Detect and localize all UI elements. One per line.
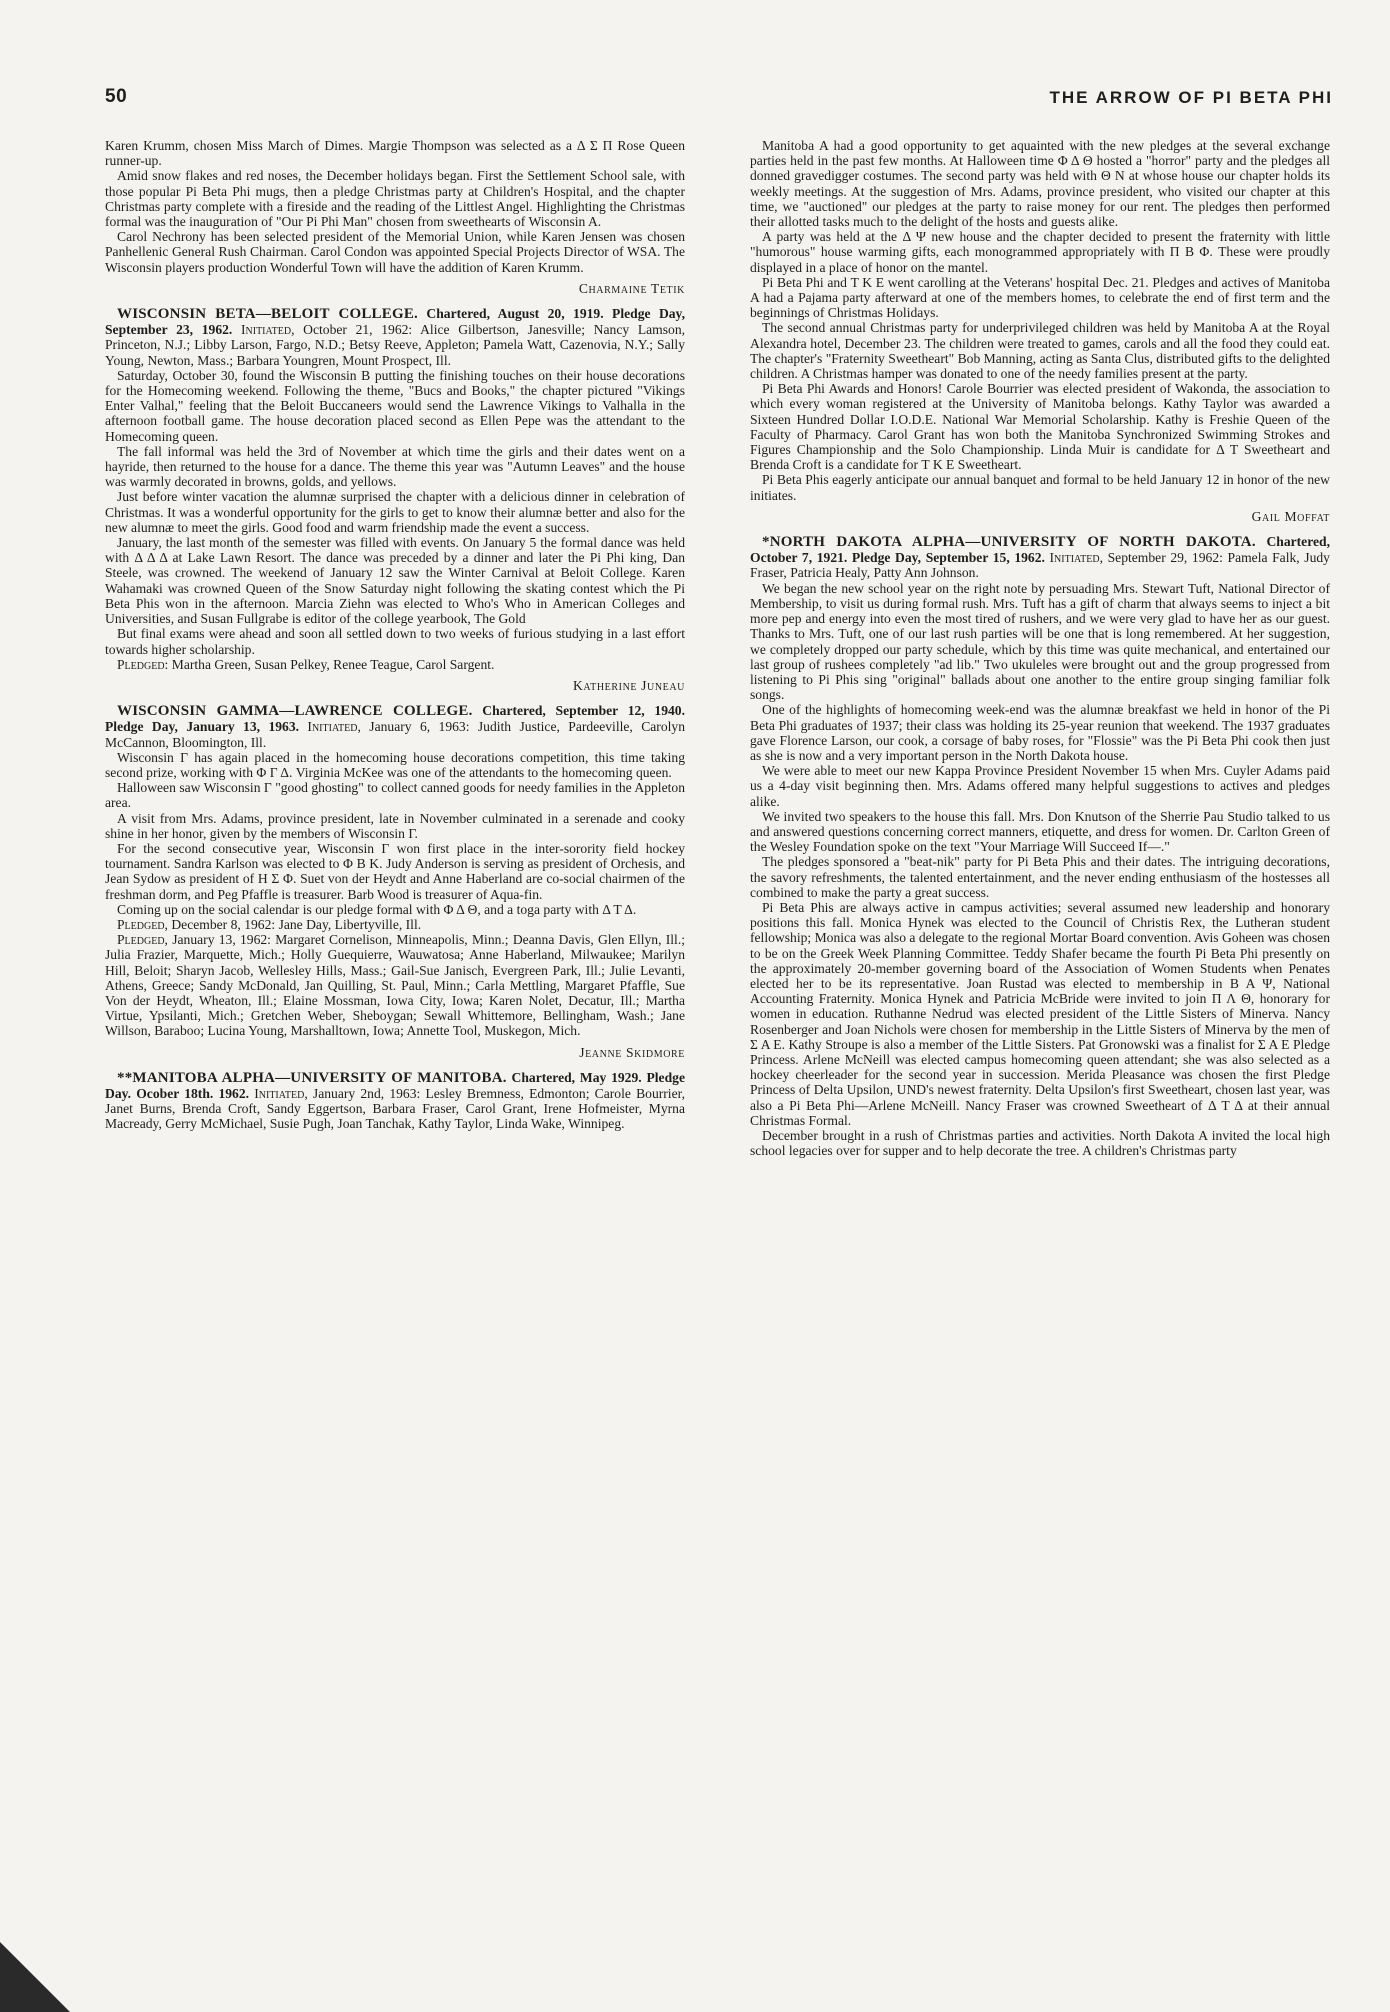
pledged-paragraph xyxy=(105,917,685,932)
initiated-label: Initiated, xyxy=(241,322,295,338)
paragraph: Karen Krumm, chosen Miss March of Dimes. Margie Thompson was selected as a Δ Σ Π Rose Queen runner-up. xyxy=(105,138,685,169)
chapter-heading xyxy=(105,703,685,750)
paragraph: One of the highlights of homecoming week-end was the alumnæ breakfast we held in honor of the Pi Beta Phi graduates of 1937; their class was holding its 25-year reunion that weekend. The 1937 graduates gave Florence Larson, our cook, a corsage of baby roses, for "Flossie" was the Pi Beta Phi cook then just as she is now and a very important person in the North Dakota house. xyxy=(750,702,1330,763)
running-title: THE ARROW OF PI BETA PHI xyxy=(1049,88,1333,107)
right-column xyxy=(750,138,1330,1968)
author-signature: Gail Moffat xyxy=(1251,508,1330,524)
chapter-name: WISCONSIN BETA—BELOIT COLLEGE. xyxy=(117,306,418,323)
paragraph: Amid snow flakes and red noses, the December holidays began. First the Settlement School sale, with those popular Pi Beta Phi mugs, then a pledge Christmas party at Children's Hospital, and the chapter Christmas party complete with a fireside and the reading of the Littlest Angel. Highlighting the Christmas formal was the inauguration of "Our Pi Phi Man" chosen from sweethearts of Wisconsin A. xyxy=(105,168,685,230)
pledged-list: December 8, 1962: Jane Day, Libertyville, Ill. xyxy=(171,916,422,932)
initiated-label: Initiated, xyxy=(307,719,361,735)
paragraph: Saturday, October 30, found the Wisconsin B putting the finishing touches on their house decorations for the Homecoming weekend. Following the theme, "Bucs and Books," the chapter pictured "Vikings Enter Valhal," feeling that the Beloit Buccaneers would send the Lawrence Vikings to Valhalla in the afternoon football game. The house decoration placed second as Ellen Pepe was the attendant to the Homecoming queen. xyxy=(105,367,685,444)
initiated-label: Initiated, xyxy=(254,1085,308,1101)
chapter-heading xyxy=(105,1070,685,1132)
charter-info: Chartered, October 7, 1921. Pledge Day, September 15, 1962. xyxy=(750,534,1330,566)
initiated-list: October 21, 1962: Alice Gilbertson, Janesville; Nancy Lamson, Princeton, N.J.; Libby Larson, Fargo, N.D.; Betsy Reeve, Appleton; Pamela Watt, Cazenovia, N.Y.; Sally Young, Newton, Mass.; Barbara Youngren, Mount Prospect, Ill. xyxy=(105,322,685,368)
initiated-list: September 29, 1962: Pamela Falk, Judy Fraser, Patricia Healy, Patty Ann Johnson. xyxy=(750,550,1330,581)
author-signature: Katherine Juneau xyxy=(573,677,685,693)
paragraph: The pledges sponsored a "beat-nik" party for Pi Beta Phis and their dates. The intriguing decorations, the savory refreshments, the talented entertainment, and the never ending enthusiasm of the hostesses all combined to make the party a great success. xyxy=(750,854,1330,900)
charter-info: Chartered, May 1929. Pledge Day. Ocober 18th. 1962. xyxy=(105,1069,685,1101)
manitoba-alpha-report xyxy=(105,1070,685,1132)
charter-info: Chartered, August 20, 1919. Pledge Day, September 23, 1962. xyxy=(105,306,685,338)
pledged-list: January 13, 1962: Margaret Cornelison, Minneapolis, Minn.; Deanna Davis, Glen Ellyn, Ill.; Julia Frazier, Marquette, Mich.; Holly Guequierre, Wauwatosa; Anne Haberland, Milwaukee; Marilyn Hill, Beloit; Sharyn Jacob, Wellesley Hills, Mass.; Gail-Sue Janisch, Evergreen Park, Ill.; Julie Levanti, Athens, Greece; Sandy McDonald, Jan Quilling, St. Paul, Minn.; Carla Mettling, Margaret Pfaffle, Sue Von der Heydt, Wheaton, Ill.; Elaine Mossman, Iowa City, Iowa; Karen Nolet, Decatur, Ill.; Martha Virtue, Ypsilanti, Mich.; Gretchen Weber, Sheboygan; Sewall Whittemore, Bellingham, Wash.; Jane Willson, Baraboo; Lucina Young, Marshalltown, Iowa; Annette Tool, Muskegon, Mich. xyxy=(105,932,685,1039)
page-corner-shadow xyxy=(0,1942,70,2012)
author-signature: Charmaine Tetik xyxy=(578,280,685,296)
wisconsin-alpha-report-end xyxy=(105,138,685,296)
paragraph: Wisconsin Γ has again placed in the homecoming house decorations competition, this time taking second prize, working with Φ Γ Δ. Virginia McKee was one of the attendants to the homecoming queen. xyxy=(105,749,685,780)
author-signature: Jeanne Skidmore xyxy=(579,1044,685,1060)
chapter-heading xyxy=(750,534,1330,581)
pledged-list: Martha Green, Susan Pelkey, Renee Teague, Carol Sargent. xyxy=(171,656,495,672)
paragraph: Halloween saw Wisconsin Γ "good ghosting" to collect canned goods for needy families in the Appleton area. xyxy=(105,780,685,811)
paragraph: The fall informal was held the 3rd of November at which time the girls and their dates went on a hayride, then returned to the house for a dance. The theme this year was "Autumn Leaves" and the house was warmly decorated in browns, golds, and yellows. xyxy=(105,443,685,490)
pledged-label: Pledged, xyxy=(117,932,168,948)
paragraph: The second annual Christmas party for underprivileged children was held by Manitoba A at the Royal Alexandra hotel, December 23. The children were treated to games, carols and all the food they could eat. The chapter's "Fraternity Sweetheart" Bob Manning, acting as Santa Clus, distributed gifts to the delighted children. A Christmas hamper was donated to one of the needy families present at the party. xyxy=(750,320,1330,382)
paragraph: We invited two speakers to the house this fall. Mrs. Don Knutson of the Sherrie Pau Studio talked to us and answered questions concerning correct manners, etiquette, and dress for women. Dr. Carlton Green of the Wesley Foundation spoke on the text "Your Marriage Will Succeed If—." xyxy=(750,808,1330,855)
pledged-label: Pledged, xyxy=(117,916,168,932)
paragraph: A visit from Mrs. Adams, province president, late in November culminated in a serenade and cooky shine in her honor, given by the members of Wisconsin Γ. xyxy=(105,810,685,841)
pledged-label: Pledged: xyxy=(117,656,169,672)
paragraph: Pi Beta Phi Awards and Honors! Carole Bourrier was elected president of Wakonda, the association to which every woman registered at the University of Manitoba belongs. Kathy Taylor was awarded a Sixteen Hundred Dollar I.O.D.E. National War Memorial Scholarship. Kathy is Freshie Queen of the Faculty of Pharmacy. Carol Grant has won both the Manitoba Synchronized Swimming Strokes and Figures Championship and the Solo Championship. Linda Muir is candidate for Δ Τ Sweetheart and Brenda Croft is a candidate for Τ Κ Ε Sweetheart. xyxy=(750,381,1330,473)
paragraph: Coming up on the social calendar is our pledge formal with Φ Δ Θ, and a toga party with Δ Τ Δ. xyxy=(117,901,637,917)
pledged-paragraph xyxy=(105,657,685,672)
left-column xyxy=(105,138,685,1968)
paragraph: A party was held at the Δ Ψ new house and the chapter decided to present the fraternity with little "humorous" house warming gifts, each monogrammed appropriately with Π Β Φ. These were proudly displayed in a place of honor on the mantel. xyxy=(750,229,1330,275)
paragraph: Pi Beta Phis are always active in campus activities; several assumed new leadership and honorary positions this fall. Monica Hynek was elected to the Council of Christis Rex, the Lutheran student fellowship; Monica was also a delegate to the regional Mortar Board convention. Avis Goheen was chosen to be on the Greek Week Planning Committee. Teddy Shafer became the fourth Pi Beta Phi presently on the approximately 20-member governing board of the Association of Women Students when Penates elected her to be its representative. Joan Rustad was elected to membership in Β Α Ψ, National Accounting Fraternity. Monica Hynek and Patricia McBride were invited to join Π Λ Θ, honorary for women in education. Ruthanne Nedrud was elected president of the Little Sisters of Minerva. Nancy Rosenberger and Joan Nichols were chosen for membership in the Little Sisters of Minerva by the men of Σ Α Ε. Kathy Stroupe is also a member of the Little Sisters. Pat Gronowski was a finalist for Σ Α Ε Pledge Princess. Arlene McNeill was elected campus homecoming queen attendant; she was also selected as a hockey cheerleader for the second year in succession. Merida Pleasance was chosen the first Pledge Princess of Delta Upsilon, UND's newest fraternity. Delta Upsilon's first Sweetheart, chosen last year, was also a Pi Beta Phi—Arlene McNeill. Nancy Fraser was crowned Sweetheart of Δ Τ Δ at their annual Christmas Formal. xyxy=(750,899,1330,1128)
paragraph: Pi Beta Phi and Τ Κ Ε went carolling at the Veterans' hospital Dec. 21. Pledges and actives of Manitoba A had a Pajama party afterward at one of the members homes, to celebrate the end of first term and the beginnings of Christmas Holidays. xyxy=(750,274,1330,321)
pledged-paragraph xyxy=(105,932,685,1038)
wisconsin-gamma-report xyxy=(105,703,685,1060)
chapter-heading xyxy=(105,306,685,368)
paragraph: For the second consecutive year, Wisconsin Γ won first place in the inter-sorority field hockey tournament. Sandra Karlson was elected to Φ Β Κ. Judy Anderson is serving as president of Orchesis, and Jean Sydow as president of Η Σ Φ. Suet von der Heydt and Anne Haberland are co-social chairmen of the freshman dorm, and Peg Pfaffle is treasurer. Barb Wood is treasurer of Aqua-fin. xyxy=(105,840,685,902)
paragraph: Pi Beta Phis eagerly anticipate our annual banquet and formal to be held January 12 in honor of the new initiates. xyxy=(750,472,1330,503)
wisconsin-beta-report xyxy=(105,306,685,693)
chapter-name: **MANITOBA ALPHA—UNIVERSITY OF MANITOBA. xyxy=(117,1069,507,1086)
initiated-label: Initiated, xyxy=(1049,550,1103,566)
manitoba-alpha-report-cont xyxy=(750,138,1330,524)
paragraph: But final exams were ahead and soon all settled down to two weeks of furious studying in a last effort towards higher scholarship. xyxy=(105,626,685,657)
paragraph: December brought in a rush of Christmas parties and activities. North Dakota A invited the local high school legacies over for supper and to help decorate the tree. A children's Christmas party xyxy=(750,1128,1330,1159)
paragraph: January, the last month of the semester was filled with events. On January 5 the formal dance was held with Δ Δ Δ at Lake Lawn Resort. The dance was preceded by a dinner and later the Pi Phi king, Dan Steele, was crowned. The weekend of January 12 saw the Winter Carnival at Beloit College. Karen Wahamaki was crowned Queen of the Snow Saturday night following the skating contest which the Pi Beta Phis won in the afternoon. Marcia Ziehn was elected to Who's Who in American Colleges and Universities, and Susan Fullgrabe is editor of the college yearbook, The Gold xyxy=(105,535,685,627)
chapter-name: WISCONSIN GAMMA—LAWRENCE COLLEGE. xyxy=(117,703,473,720)
initiated-list: January 2nd, 1963: Lesley Bremness, Edmonton; Carole Bourrier, Janet Burns, Brenda Croft, Sandy Eggertson, Barbara Fraser, Carol Grant, Irene Hofmeister, Myrna Macready, Gerry McMichael, Susie Pugh, Joan Tanchak, Kathy Taylor, Linda Wake, Winnipeg. xyxy=(105,1085,685,1132)
initiated-list: January 6, 1963: Judith Justice, Pardeeville, Carolyn McCannon, Bloomington, Ill. xyxy=(105,719,685,750)
paragraph: Manitoba A had a good opportunity to get aquainted with the new pledges at the several exchange parties held in the past few months. At Halloween time Φ Δ Θ hosted a "horror" party and the pledges all donned gravedigger costumes. The second party was held with Θ Ν at whose house our chapter holds its weekly meetings. At the suggestion of Mrs. Adams, province president, who visited our chapter at this time, we "auctioned" our pledges at the party to raise money for our rent. The pledges then performed their allotted tasks much to the delight of the hosts and guests alike. xyxy=(750,138,1330,230)
north-dakota-alpha-report xyxy=(750,534,1330,1158)
paragraph: Just before winter vacation the alumnæ surprised the chapter with a delicious dinner in celebration of Christmas. It was a wonderful opportunity for the girls to get to know their alumnæ better and also for the new alumnæ to meet the girls. Good food and warm friendship made the event a success. xyxy=(105,489,685,535)
page-number: 50 xyxy=(105,86,128,107)
paragraph: We were able to meet our new Kappa Province President November 15 when Mrs. Cuyler Adams paid us a 4-day visit beginning then. Mrs. Adams offered many helpful suggestions to actives and pledges alike. xyxy=(750,763,1330,809)
paragraph: Carol Nechrony has been selected president of the Memorial Union, while Karen Jensen was chosen Panhellenic General Rush Chairman. Carol Condon was appointed Special Projects Director of WSA. The Wisconsin players production Wonderful Town will have the addition of Karen Krumm. xyxy=(105,229,685,275)
paragraph: We began the new school year on the right note by persuading Mrs. Stewart Tuft, National Director of Membership, to visit us during formal rush. Mrs. Tuft has a gift of charm that always seems to inject a bit more pep and energy into even the most tired of rushers, and we were very glad to have her as our guest. Thanks to Mrs. Tuft, one of our last rush parties will be one that is long remembered. At her suggestion, we completely dropped our party schedule, which by this time was quite mechanical, and entertained our last group of rushees completely "ad lib." Two ukuleles were brought out and the group progressed from listening to Pi Phis sing "original" ballads about one another to the entire group singing familiar folk songs. xyxy=(750,580,1330,703)
chapter-name: *NORTH DAKOTA ALPHA—UNIVERSITY OF NORTH DAKOTA. xyxy=(762,534,1256,551)
charter-info: Chartered, September 12, 1940. Pledge Day, January 13, 1963. xyxy=(105,703,685,735)
